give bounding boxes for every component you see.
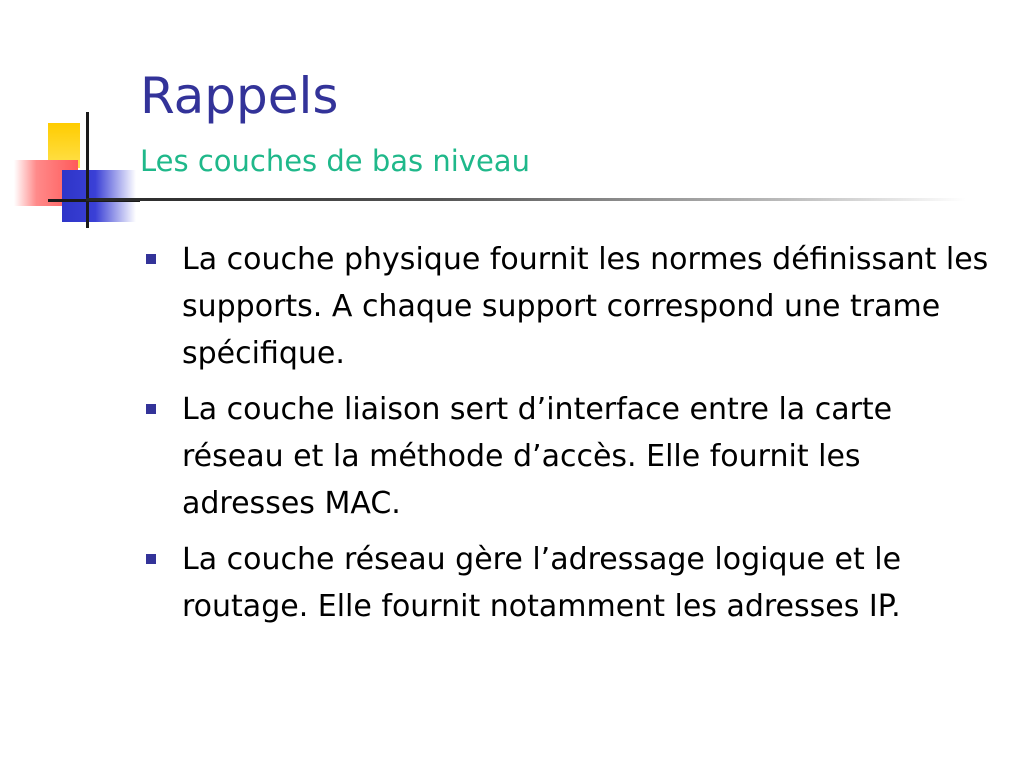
- bullet-list: [144, 236, 994, 639]
- slide-subtitle: Les couches de bas niveau: [140, 144, 530, 178]
- corner-logo: [0, 0, 160, 240]
- bullet-item: [144, 386, 994, 527]
- logo-blue-square: [62, 170, 136, 222]
- bullet-item: [144, 536, 994, 630]
- bullet-text: La couche physique fournit les normes définissant les supports. A chaque support correspond une trame spécifique.: [182, 242, 989, 371]
- square-bullet-icon: [146, 254, 156, 264]
- slide-title: Rappels: [140, 67, 339, 125]
- square-bullet-icon: [146, 404, 156, 414]
- bullet-text: La couche liaison sert d’interface entre la carte réseau et la méthode d’accès. Elle fournit les adresses MAC.: [182, 392, 893, 521]
- logo-vertical-line: [86, 112, 89, 228]
- bullet-text: La couche réseau gère l’adressage logique et le routage. Elle fournit notamment les adresses IP.: [182, 542, 902, 624]
- square-bullet-icon: [146, 554, 156, 564]
- title-divider: [86, 198, 966, 201]
- bullet-item: [144, 236, 994, 377]
